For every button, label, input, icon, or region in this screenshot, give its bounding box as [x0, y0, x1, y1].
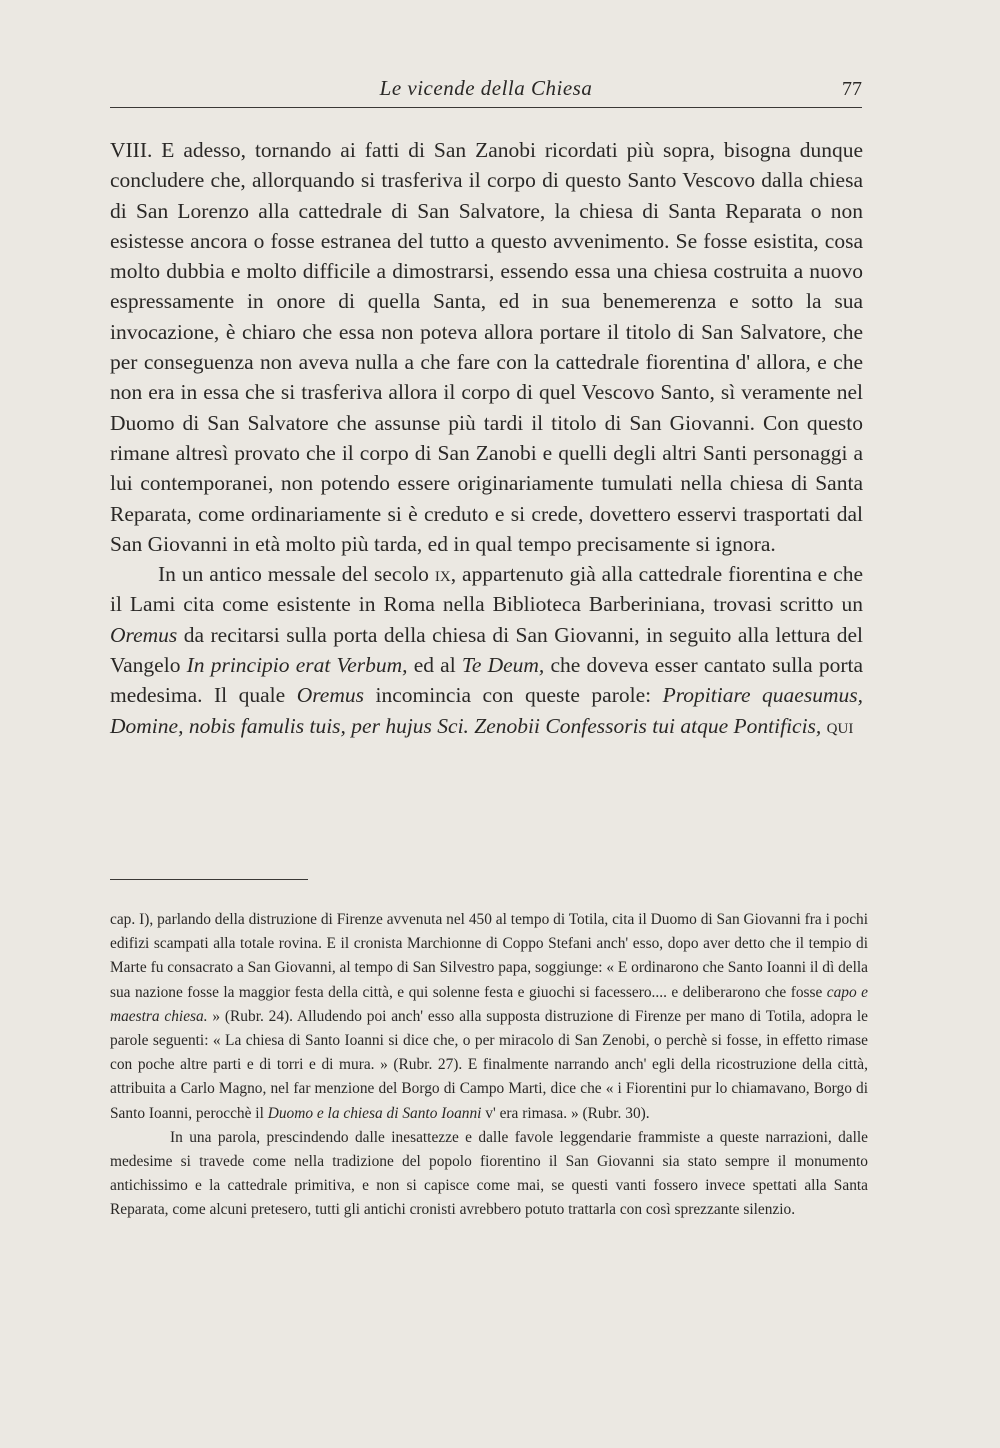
- running-title: Le vicende della Chiesa: [379, 76, 593, 100]
- paragraph-viii-text: VIII. E adesso, tornando ai fatti di San Zanobi ricordati più sopra, bisogna dunque concludere che, allorquando si trasferiva il corpo di questo Santo Vescovo dalla chiesa di San Lorenzo alla cattedrale di San Salvatore, la chiesa di Santa Reparata o non esistesse ancora o fosse estranea del tutto a questo avvenimento. Se fosse esistita, cosa molto dubbia e molto difficile a dimostrarsi, essendo essa una chiesa costruita a nuovo espressamente in onore di quella Santa, ed in sua benemerenza e sotto la sua invocazione, è chiaro che essa non poteva allora portare il titolo di San Salvatore, che per conseguenza non aveva nulla a che fare con la cattedrale fiorentina d' allora, e che non era in essa che si trasferiva allora il corpo di quel Vescovo Santo, sì veramente nel Duomo di San Salvatore che assunse più tardi il titolo di San Giovanni. Con questo rimane altresì provato che il corpo di San Zanobi e quelli degli altri Santi personaggi a lui contemporanei, non potendo essere originariamente tumulati nella chiesa di Santa Reparata, come ordinariamente si è creduto e si crede, dovettero esservi trasportati dal San Giovanni in età molto più tarda, ed in qual tempo precisamente si ignora.: [110, 138, 863, 556]
- italic-duomo-santo-ioanni: Duomo e la chiesa di Santo Ioanni: [267, 1104, 482, 1122]
- century-numeral: ix: [434, 562, 451, 587]
- text-span: , appartenuto già alla cattedrale fiorentina e che il Lami cita come esistente in Roma nella Biblioteca Barberiniana, trovasi scritto un: [110, 562, 864, 617]
- text-span: cap. I), parlando della distruzione di Firenze avvenuta nel 450 al tempo di Totila, cita il Duomo di San Giovanni fra i pochi edifizi scampati alla totale rovina. E il cronista Marchionne di Coppo Stefani anch' esso, dopo aver detto che il tempio di Marte fu consacrato a San Giovanni, al tempo di San Silvestro papa, soggiunge: « E ordinarono che Santo Ioanni il dì della sua nazione fosse la maggior festa della città, e qui solenne festa e giuochi si facessero.... e deliberarono che fosse: [110, 911, 868, 1001]
- italic-latin-prayer: Propitiare quaesumus, Domine, nobis famulis tuis, per hujus Sci. Zenobii Confessoris tui atque Pontificis,: [110, 683, 863, 738]
- main-text: [110, 135, 863, 741]
- text-span: In una parola, prescindendo dalle inesattezze e dalle favole leggendarie frammiste a queste narrazioni, dalle medesime si travede come nella tradizione del popolo fiorentino il San Giovanni sia stato sempre il monumento antichissimo e la cattedrale primitiva, e non si capisce come mai, se questi vanti fossero invece spettati alla Santa Reparata, come alcuni pretesero, tutti gli antichi cronisti avrebbero potuto trattarla con così sprezzante silenzio.: [110, 1128, 868, 1219]
- text-span: ed al: [407, 653, 462, 678]
- text-span: che doveva esser cantato sulla porta medesima. Il quale: [110, 653, 864, 708]
- footnote-continued: [110, 908, 868, 1126]
- footnote-paragraph: [110, 1126, 868, 1223]
- italic-oremus: Oremus: [296, 683, 364, 708]
- footnote-rule: [110, 879, 308, 880]
- text-span: » (Rubr. 24). Alludendo poi anch' esso alla supposta distruzione di Firenze per mano di Totila, adopra le parole seguenti: « La chiesa di Santo Ioanni si dice che, o per miracolo di San Zenobi, o perchè si fosse, in effetto rimase con poche altre parti e di torri e di mura. » (Rubr. 27). E finalmente narrando anch' egli della ricostruzione della città, attribuita a Carlo Magno, nel far menzione del Borgo di Campo Marti, dice che « i Fiorentini pur lo chiamavano, Borgo di Santo Ioanni, perocchè il: [110, 1007, 868, 1122]
- paragraph-messale: [110, 559, 863, 741]
- page-header: [110, 72, 862, 112]
- italic-te-deum: Te Deum,: [461, 653, 545, 678]
- italic-oremus: Oremus: [110, 622, 178, 647]
- header-rule: [110, 107, 862, 108]
- italic-capo-e-maestra: capo e maestra chiesa.: [110, 983, 868, 1025]
- text-span: incomincia con queste parole:: [363, 683, 663, 708]
- text-span: da recitarsi sulla porta della chiesa di San Giovanni, in seguito alla lettura del Vangelo: [110, 622, 863, 678]
- text-span: In un antico messale del secolo: [158, 562, 435, 587]
- smallcaps-qui: qui: [826, 713, 854, 738]
- footnotes: [110, 908, 868, 1223]
- page-number: 77: [842, 78, 862, 100]
- text-span: v' era rimasa. » (Rubr. 30).: [481, 1104, 650, 1122]
- paragraph-viii: [110, 135, 863, 559]
- italic-in-principio: In principio erat Verbum,: [186, 653, 408, 678]
